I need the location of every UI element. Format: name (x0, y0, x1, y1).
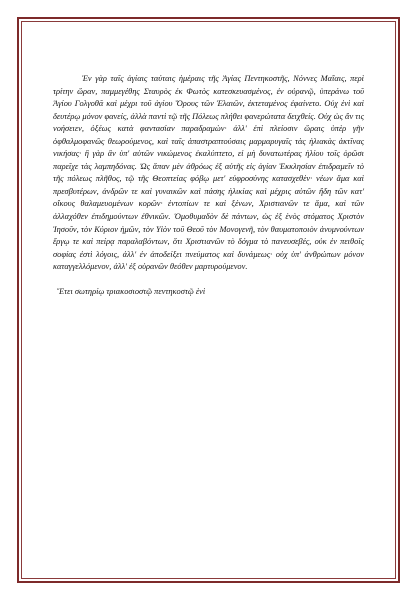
date-line: Ἔτει σωτηρίῳ τριακοσιοστῷ πεντηκοστῷ ἑνὶ (57, 286, 206, 296)
document-body (53, 73, 364, 298)
body-paragraph: Ἐν γὰρ ταῖς ἁγίαις ταύταις ἡμέραις τῆς Ἁγίας Πεντηκοστῆς, Νόννες Μαΐαις, περὶ τρίτην ὥραν, παμμεγέθης Σταυρὸς ἐκ Φωτὸς κατεσκευασμένος, ἐν οὐρανῷ, ὑπεράνω τοῦ Ἁγίου Γολγοθᾶ καὶ μέχρι τοῦ ἁγίου Ὄρους τῶν Ἐλαιῶν, ἐκτεταμένος ἐφαίνετο. Οὐχ ἑνὶ καὶ δευτέρῳ μόνον φανείς, ἀλλὰ παντὶ τῷ τῆς Πόλεως πλήθει φανερώτατα δειχθείς. Οὐχ ὡς ἄν τις νοήσειεν, ὀξέως κατὰ φαντασίαν παραδραμὼν· ἀλλ' ἐπὶ πλείοσιν ὥραις ὑπὲρ γῆν ὀφθαλμοφανῶς θεωρούμενος, καὶ ταῖς ἀπαστραπτούσαις μαρμαρυγαῖς τὰς ἡλιακὰς ἀκτῖνας νικήσας· ἢ γὰρ ἂν ὑπ' αὐτῶν νικώμενος ἐκαλύπτετο, εἰ μὴ δυνατωτέρας ἡλίου τοῖς ὁρῶσι παρεῖχε τὰς λαμπηδόνας. Ὡς ἅπαν μὲν ἀθρόως ἐξ αὐτῆς εἰς ἁγίαν Ἐκκλησίαν ἐπιδραμεῖν τὸ τῆς πόλεως πλῆθος, τῷ τῆς Θεοπτείας φόβῳ μετ' εὐφροσύνης κατασχεθὲν· νέων ἅμα καὶ πρεσβυτέρων, ἀνδρῶν τε καὶ γυναικῶν καὶ πάσης ἡλικίας καὶ μέχρις αὐτῶν ἤδη τῶν κατ' οἴκους θαλαμευομένων κορῶν· ἐντοπίων τε καὶ ξένων, Χριστιανῶν τε ἅμα, καὶ τῶν ἀλλαχόθεν ἐπιδημούντων ἐθνικῶν. Ὁμοθυμαδὸν δὲ πάντων, ὡς ἐξ ἑνὸς στόματος Χριστὸν Ἰησοῦν, τὸν Κύριον ἡμῶν, τὸν Υἱὸν τοῦ Θεοῦ τὸν Μονογενῆ, τὸν θαυματοποιὸν ἀνυμνούντων ἔργῳ τε καὶ πείρᾳ παραλαβόντων, ὅτι Χριστιανῶν τὸ δόγμα τὸ πανευσεβές, οὐκ ἐν πειθοῖς σοφίας ἐστὶ λόγοις, ἀλλ' ἐν ἀποδείξει πνεύματος καὶ δυνάμεως· οὐχ ὑπ' ἀνθρώπων μόνον καταγγελλόμενον, ἀλλ' ἐξ οὐρανῶν θεόθεν μαρτυρούμενον. (53, 74, 364, 272)
